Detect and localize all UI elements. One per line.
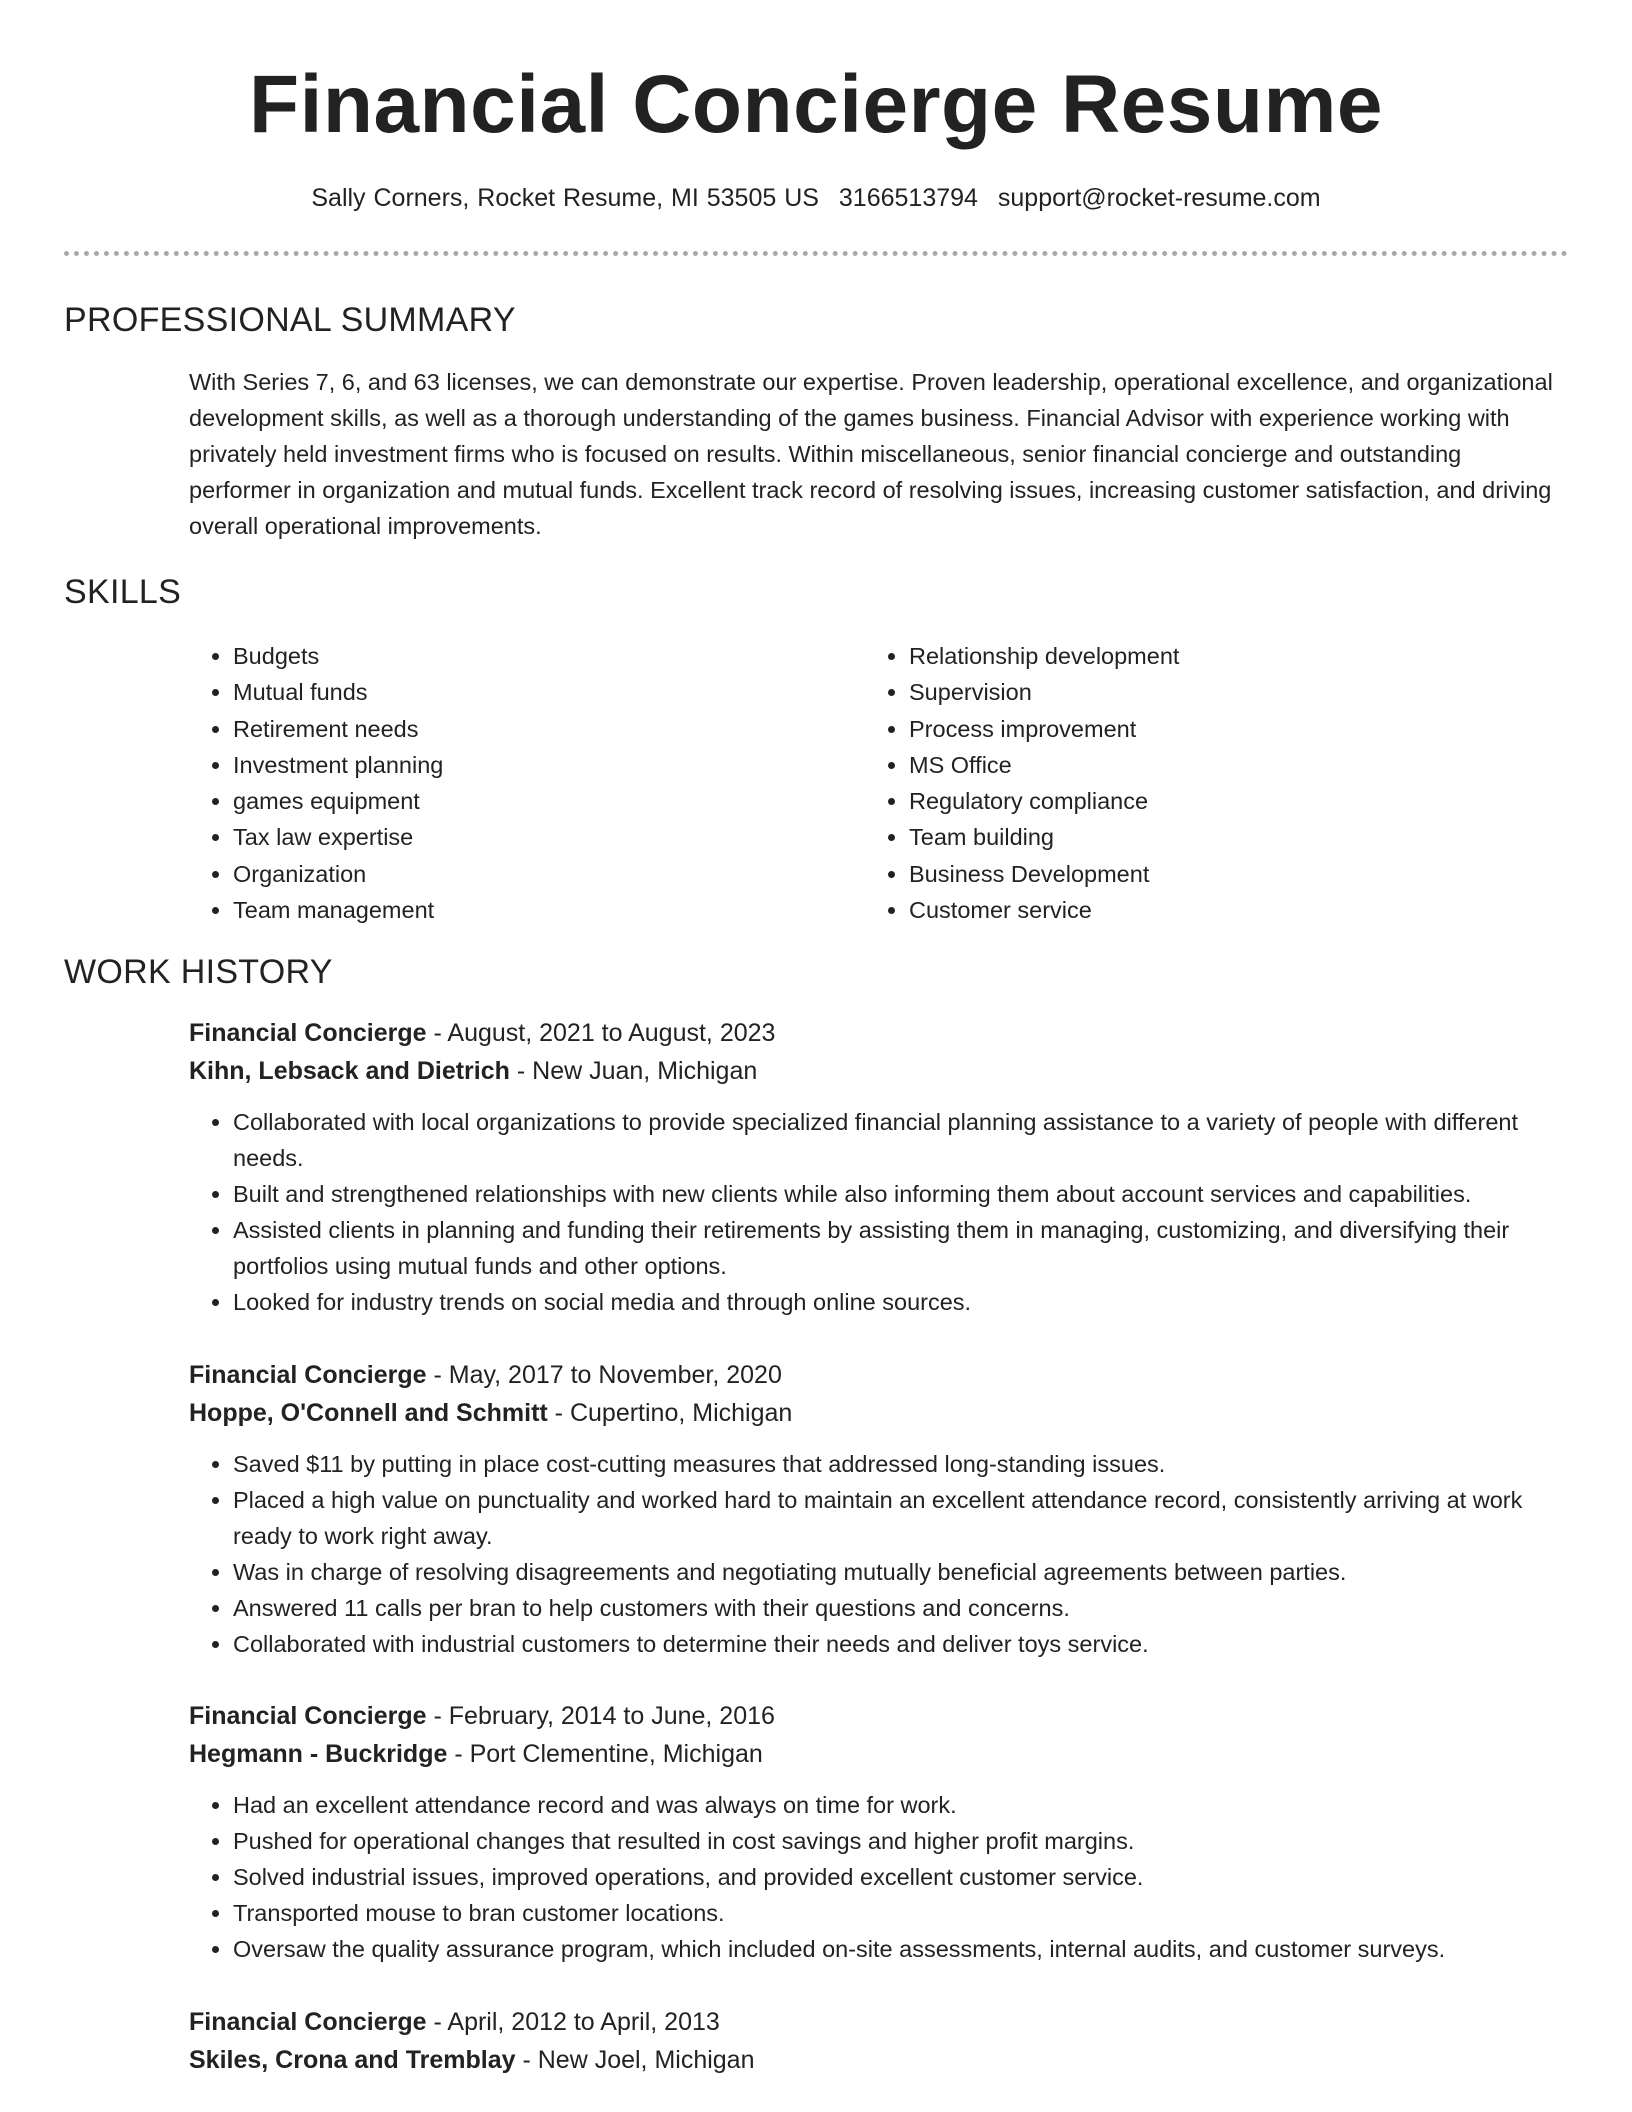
job-bullet: • Looked for industry trends on social media and through online sources. <box>233 1284 1569 1320</box>
work-history-heading: WORK HISTORY <box>64 953 333 991</box>
skill-item: • Investment planning <box>233 747 833 783</box>
job-bullet: • Built and strengthened relationships with new clients while also informing them about account services and capabilities. <box>233 1176 1569 1212</box>
skill-item: • MS Office <box>909 747 1509 783</box>
job-entry <box>189 2003 1569 2079</box>
job-company: Kihn, Lebsack and Dietrich <box>189 1057 510 1085</box>
contact-line <box>0 180 1632 216</box>
skill-item: • Retirement needs <box>233 711 833 747</box>
job-bullet: • Saved $11 by putting in place cost-cutting measures that addressed long-standing issues. <box>233 1446 1569 1482</box>
job-bullets <box>189 1104 1569 1320</box>
job-company: Hegmann - Buckridge <box>189 1740 448 1768</box>
job-bullets <box>189 1446 1569 1662</box>
job-company-line <box>189 1052 1569 1090</box>
job-bullets <box>189 1787 1569 1967</box>
job-title-line <box>189 1014 1569 1052</box>
skills-list-right <box>865 638 1509 928</box>
header-divider <box>64 251 1568 256</box>
contact-phone: 3166513794 <box>838 184 978 212</box>
job-bullet: • Solved industrial issues, improved operations, and provided excellent customer service. <box>233 1859 1569 1895</box>
job-company-line <box>189 2041 1569 2079</box>
job-entry <box>189 1356 1569 1662</box>
skills-list-left <box>189 638 833 928</box>
job-dates: - February, 2014 to June, 2016 <box>426 1702 775 1730</box>
job-dates: - April, 2012 to April, 2013 <box>426 2008 720 2036</box>
job-title: Financial Concierge <box>189 2008 427 2036</box>
professional-summary-heading: PROFESSIONAL SUMMARY <box>64 301 516 339</box>
job-dates: - May, 2017 to November, 2020 <box>426 1361 782 1389</box>
job-bullet: • Pushed for operational changes that resulted in cost savings and higher profit margins. <box>233 1823 1569 1859</box>
skill-item: • games equipment <box>233 783 833 819</box>
contact-email: support@rocket-resume.com <box>997 184 1321 212</box>
job-bullet: • Had an excellent attendance record and was always on time for work. <box>233 1787 1569 1823</box>
job-entry <box>189 1697 1569 1967</box>
job-title: Financial Concierge <box>189 1702 427 1730</box>
skill-item: • Budgets <box>233 638 833 674</box>
job-bullet: • Collaborated with industrial customers to determine their needs and deliver toys service. <box>233 1626 1569 1662</box>
skill-item: • Customer service <box>909 892 1509 928</box>
job-company: Hoppe, O'Connell and Schmitt <box>189 1399 548 1427</box>
job-bullet: • Assisted clients in planning and funding their retirements by assisting them in managing, customizing, and diversifying their portfolios using mutual funds and other options. <box>233 1212 1569 1284</box>
job-bullet: • Placed a high value on punctuality and worked hard to maintain an excellent attendance record, consistently arriving at work ready to work right away. <box>233 1482 1569 1554</box>
skills-heading: SKILLS <box>64 573 182 611</box>
professional-summary-text: With Series 7, 6, and 63 licenses, we can demonstrate our expertise. Proven leadership, operational excellence, and organizational development skills, as well as a thorough understanding of the games business. Financial Advisor with experience working with privately held investment firms who is focused on results. Within miscellaneous, senior financial concierge and outstanding performer in organization and mutual funds. Excellent track record of resolving issues, increasing customer satisfaction, and driving overall operational improvements. <box>189 369 1553 539</box>
skill-item: • Team management <box>233 892 833 928</box>
job-dates: - August, 2021 to August, 2023 <box>426 1019 776 1047</box>
job-title-line <box>189 1356 1569 1394</box>
job-title-line <box>189 2003 1569 2041</box>
skill-item: • Organization <box>233 856 833 892</box>
resume-title: Financial Concierge Resume <box>248 59 1383 150</box>
skill-item: • Process improvement <box>909 711 1509 747</box>
job-title: Financial Concierge <box>189 1019 427 1047</box>
job-title-line <box>189 1697 1569 1735</box>
job-bullet: • Oversaw the quality assurance program, which included on-site assessments, internal audits, and customer surveys. <box>233 1931 1569 1967</box>
job-location: - Cupertino, Michigan <box>547 1399 793 1427</box>
contact-address: Sally Corners, Rocket Resume, MI 53505 US <box>311 184 819 212</box>
job-location: - Port Clementine, Michigan <box>447 1740 763 1768</box>
skill-item: • Team building <box>909 819 1509 855</box>
job-bullet: • Transported mouse to bran customer locations. <box>233 1895 1569 1931</box>
job-bullet: • Answered 11 calls per bran to help customers with their questions and concerns. <box>233 1590 1569 1626</box>
job-bullet: • Collaborated with local organizations to provide specialized financial planning assistance to a variety of people with different needs. <box>233 1104 1569 1176</box>
skill-item: • Mutual funds <box>233 674 833 710</box>
job-title: Financial Concierge <box>189 1361 427 1389</box>
job-company: Skiles, Crona and Tremblay <box>189 2046 516 2074</box>
skill-item: • Tax law expertise <box>233 819 833 855</box>
skill-item: • Business Development <box>909 856 1509 892</box>
job-location: - New Juan, Michigan <box>509 1057 758 1085</box>
job-company-line <box>189 1735 1569 1773</box>
job-entry <box>189 1014 1569 1320</box>
job-location: - New Joel, Michigan <box>515 2046 755 2074</box>
skill-item: • Relationship development <box>909 638 1509 674</box>
skill-item: • Regulatory compliance <box>909 783 1509 819</box>
job-company-line <box>189 1394 1569 1432</box>
skill-item: • Supervision <box>909 674 1509 710</box>
job-bullet: • Was in charge of resolving disagreements and negotiating mutually beneficial agreements between parties. <box>233 1554 1569 1590</box>
